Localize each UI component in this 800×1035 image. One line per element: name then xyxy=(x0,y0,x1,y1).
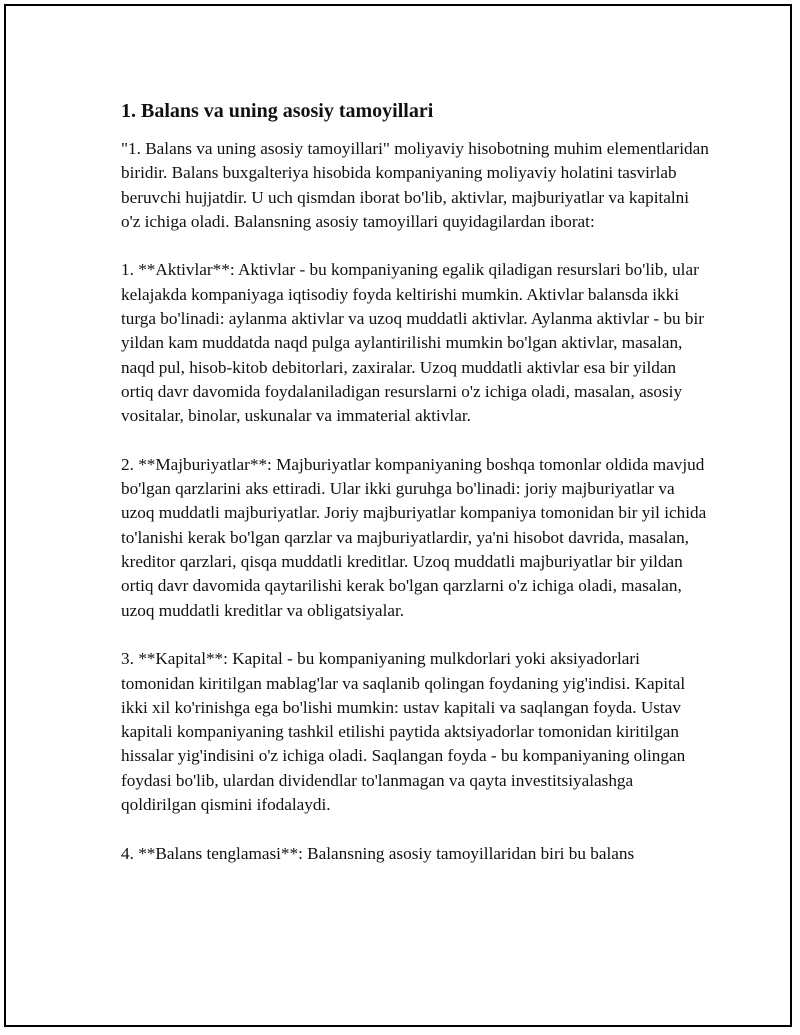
paragraph-kapital: 3. **Kapital**: Kapital - bu kompaniyaning mulkdorlari yoki aksiyadorlari tomonidan kiritilgan mablag'lar va saqlanib qolingan foydaning yig'indisi. Kapital ikki xil ko'rinishga ega bo'lishi mumkin: ustav kapitali va saqlangan foyda. Ustav kapitali kompaniyaning tashkil etilishi paytida aktsiyadorlar tomonidan kiritilgan hissalar yig'indisini o'z ichiga oladi. Saqlangan foyda - bu kompaniyaning olingan foydasi bo'lib, ulardan dividendlar to'lanmagan va qayta investitsiyalashga qoldirilgan qismini ifodalaydi. xyxy=(121,649,686,815)
paragraph-balans-tenglamasi: 4. **Balans tenglamasi**: Balansning asosiy tamoyillaridan biri bu balans xyxy=(121,843,635,863)
paragraph-intro: "1. Balans va uning asosiy tamoyillari" moliyaviy hisobotning muhim elementlaridan biridir. Balans buxgalteriya hisobida kompaniyaning moliyaviy holatini tasvirlab beruvchi hujjatdir. U uch qismdan iborat bo'lib, aktivlar, majburiyatlar va kapitalni o'z ichiga oladi. Balansning asosiy tamoyillari quyidagilardan iborat: xyxy=(121,139,709,231)
document-body xyxy=(121,98,711,890)
paragraph-majburiyatlar: 2. **Majburiyatlar**: Majburiyatlar kompaniyaning boshqa tomonlar oldida mavjud bo'lgan qarzlarini aks ettiradi. Ular ikki guruhga bo'linadi: joriy majburiyatlar va uzoq muddatli majburiyatlar. Joriy majburiyatlar kompaniya tomonidan bir yil ichida to'lanishi kerak bo'lgan qarzlar va majburiyatlardir, ya'ni hisobot davrida, masalan, kreditor qarzlari, qisqa muddatli kreditlar. Uzoq muddatli majburiyatlar bir yildan ortiq davr davomida qaytarilishi kerak bo'lgan qarzlarni o'z ichiga oladi, masalan, uzoq muddatli kreditlar va obligatsiyalar. xyxy=(121,454,707,620)
document-title: 1. Balans va uning asosiy tamoyillari xyxy=(121,100,434,122)
page-frame xyxy=(4,4,792,1027)
paragraph-aktivlar: 1. **Aktivlar**: Aktivlar - bu kompaniyaning egalik qiladigan resurslari bo'lib, ular kelajakda kompaniyaga iqtisodiy foyda keltirishi mumkin. Aktivlar balansda ikki turga bo'linadi: aylanma aktivlar va uzoq muddatli aktivlar. Aylanma aktivlar - bu bir yildan kam muddatda naqd pulga aylantirilishi mumkin bo'lgan aktivlar, masalan, naqd pul, hisob-kitob debitorlari, zaxiralar. Uzoq muddatli aktivlar esa bir yildan ortiq davr davomida foydalaniladigan resurslarni o'z ichiga oladi, masalan, asosiy vositalar, binolar, uskunalar va immaterial aktivlar. xyxy=(121,260,705,426)
